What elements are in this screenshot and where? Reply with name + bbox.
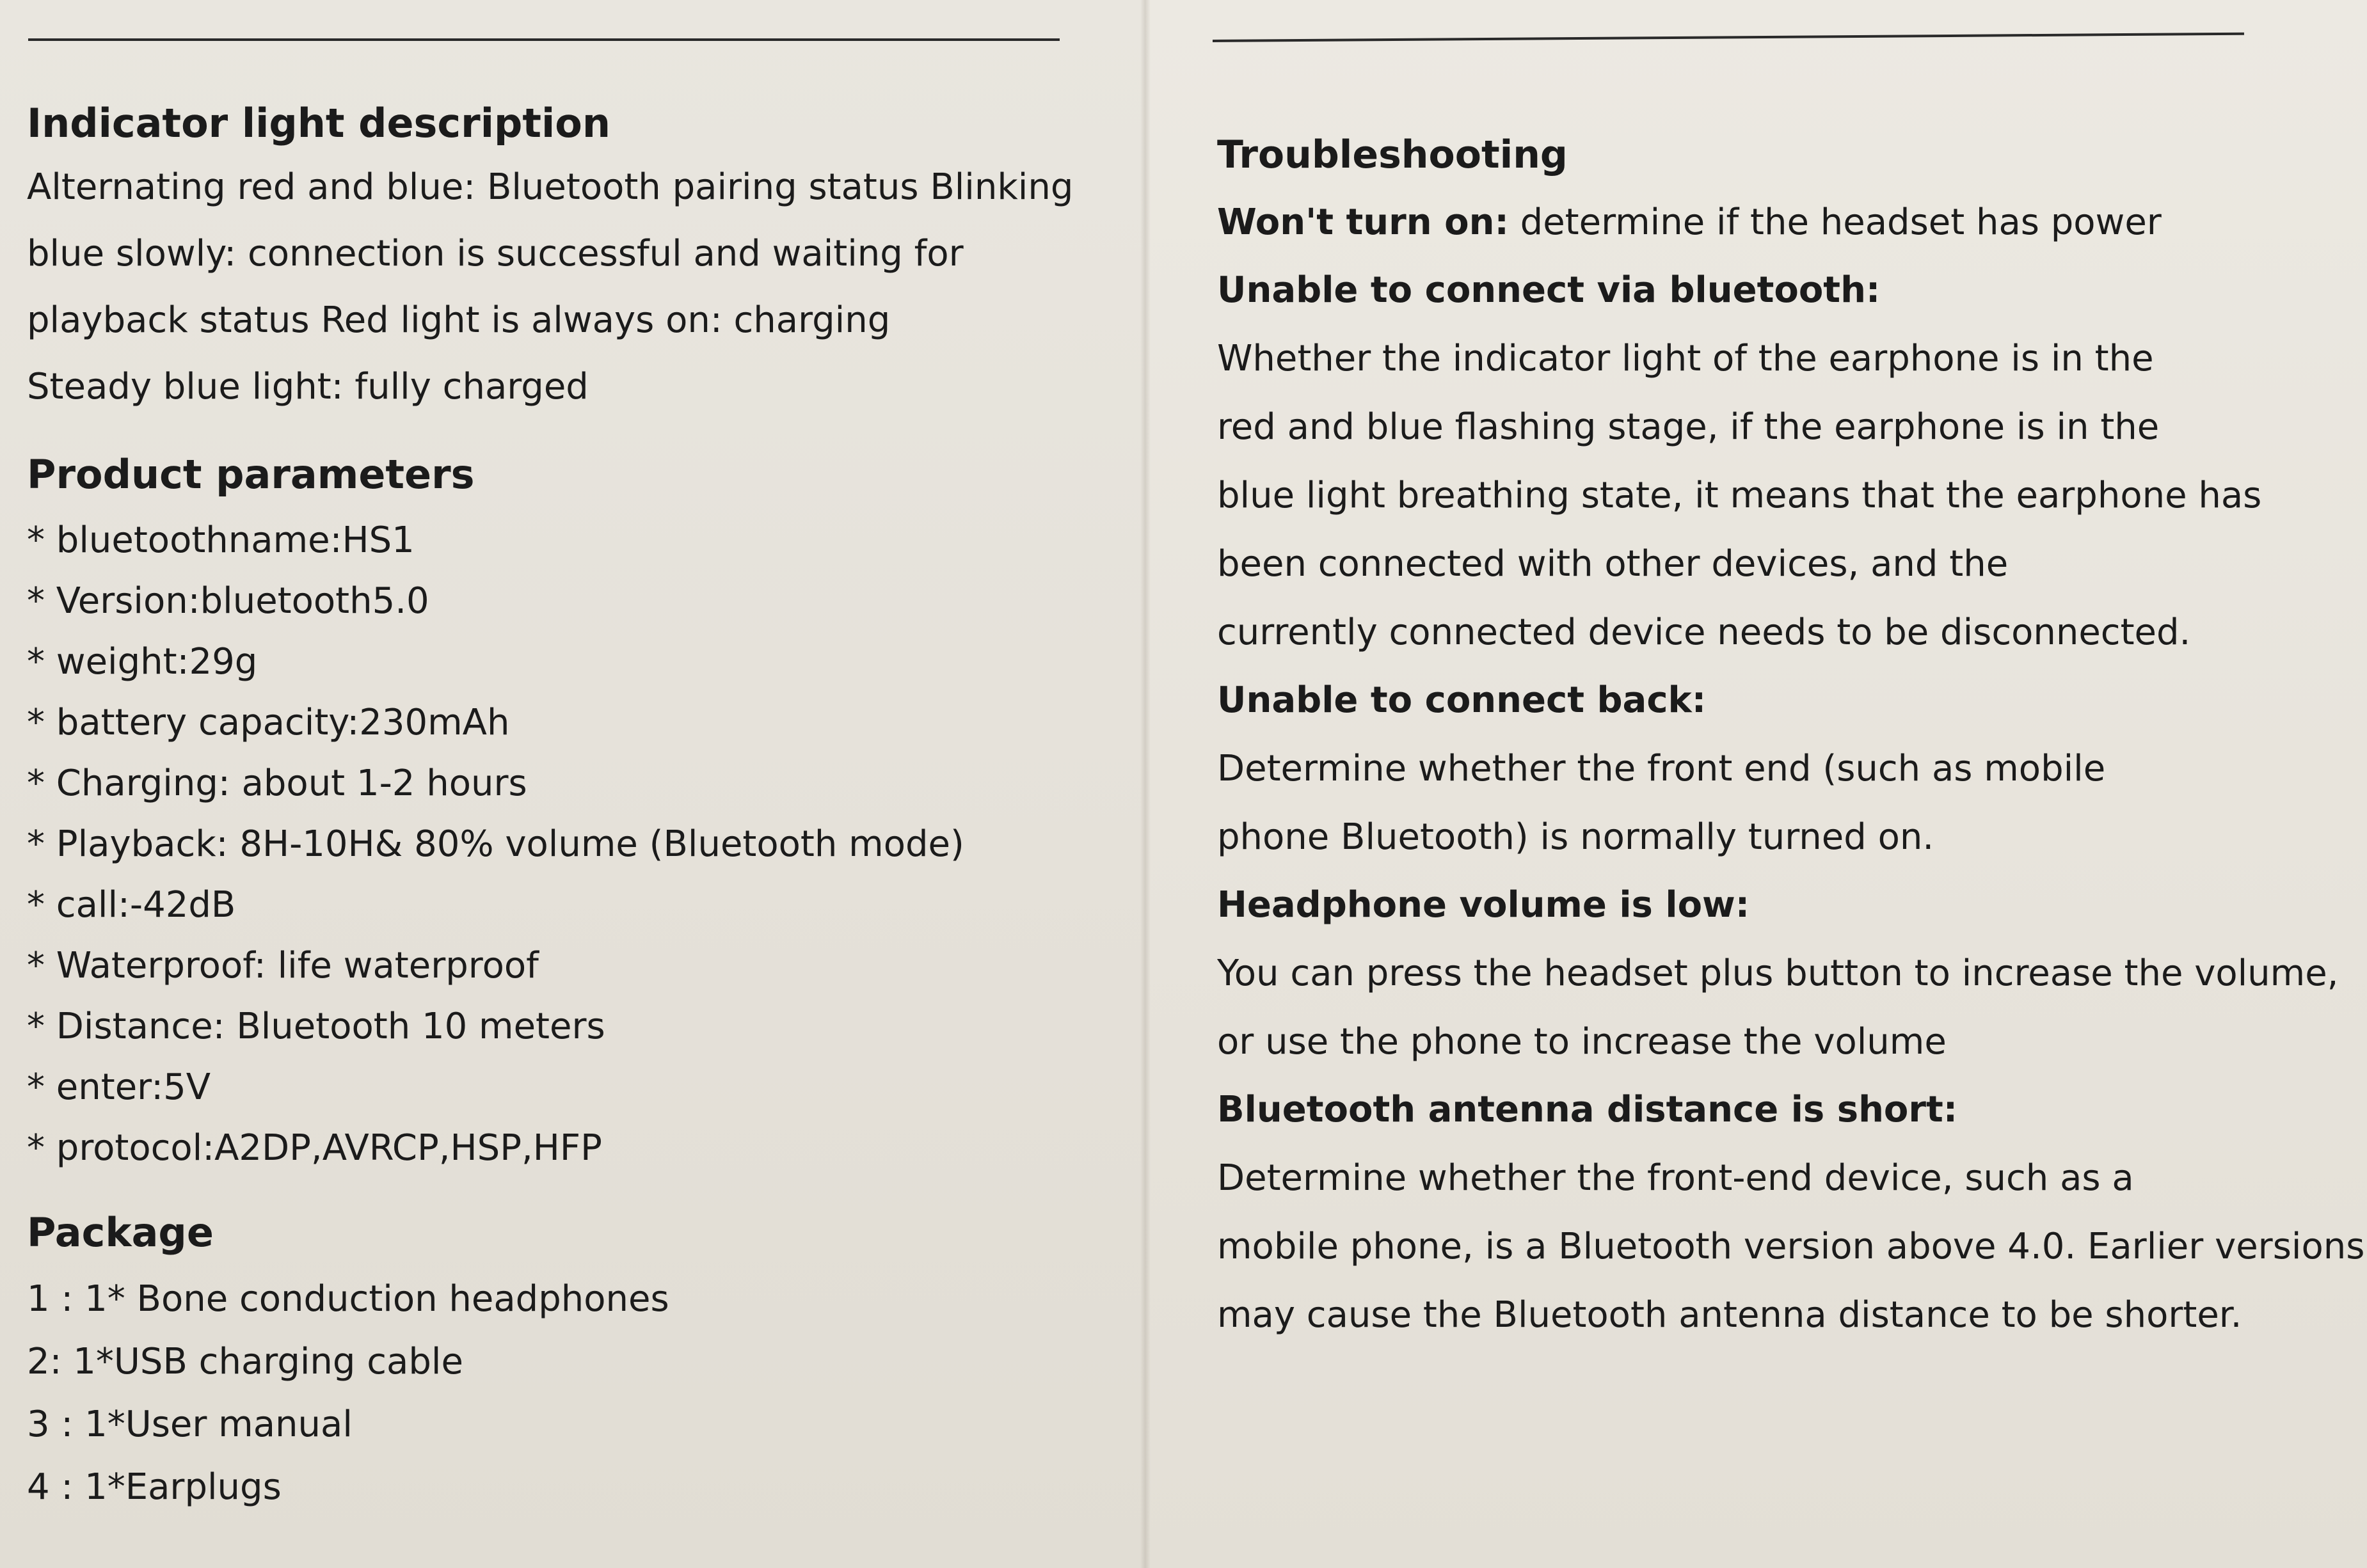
parameter-item: * Version:bluetooth5.0 <box>27 580 429 622</box>
right-column <box>1217 122 2365 1349</box>
indicator-line: Alternating red and blue: Bluetooth pairing status Blinking <box>27 166 1074 208</box>
unable-connect-line: red and blue flashing stage, if the earphone is in the <box>1217 406 2160 448</box>
antenna-heading: Bluetooth antenna distance is short: <box>1217 1089 1958 1130</box>
parameter-item: * protocol:A2DP,AVRCP,HSP,HFP <box>27 1127 602 1169</box>
package-item: 2: 1*USB charging cable <box>27 1341 463 1382</box>
wont-turn-on-label: Won't turn on: <box>1217 202 1509 243</box>
unable-connect-heading: Unable to connect via bluetooth: <box>1217 269 1881 311</box>
unable-back-heading: Unable to connect back: <box>1217 679 1707 721</box>
top-rule-left <box>28 38 1060 41</box>
page-fold <box>1140 0 1151 1568</box>
unable-connect-line: been connected with other devices, and the <box>1217 543 2009 585</box>
package-item: 3 : 1*User manual <box>27 1404 353 1445</box>
antenna-line: mobile phone, is a Bluetooth version above 4.0. Earlier versions <box>1217 1226 2365 1267</box>
unable-connect-line: Whether the indicator light of the earphone is in the <box>1217 338 2154 379</box>
left-column <box>27 93 1115 1519</box>
troubleshooting-heading: Troubleshooting <box>1217 132 1568 177</box>
parameter-item: * Charging: about 1-2 hours <box>27 763 527 804</box>
antenna-line: Determine whether the front-end device, such as a <box>1217 1157 2134 1199</box>
parameter-item: * battery capacity:230mAh <box>27 702 510 743</box>
package-item: 1 : 1* Bone conduction headphones <box>27 1278 669 1320</box>
indicator-line: Steady blue light: fully charged <box>27 366 589 408</box>
volume-low-line: You can press the headset plus button to increase the volume, <box>1217 953 2339 994</box>
wont-turn-on-line <box>1217 188 2343 257</box>
antenna-line: may cause the Bluetooth antenna distance to be shorter. <box>1217 1294 2242 1336</box>
wont-turn-on-text: determine if the headset has power <box>1508 202 2162 243</box>
indicator-line: playback status Red light is always on: charging <box>27 299 891 341</box>
parameter-item: * Waterproof: life waterproof <box>27 945 539 986</box>
volume-low-heading: Headphone volume is low: <box>1217 884 1750 926</box>
unable-connect-line: blue light breathing state, it means that the earphone has <box>1217 475 2262 516</box>
parameter-item: * Distance: Bluetooth 10 meters <box>27 1006 605 1047</box>
parameter-item: * Playback: 8H-10H& 80% volume (Bluetooth mode) <box>27 823 964 865</box>
package-item: 4 : 1*Earplugs <box>27 1466 282 1508</box>
indicator-line: blue slowly: connection is successful and waiting for <box>27 233 964 274</box>
indicator-heading: Indicator light description <box>27 100 610 147</box>
parameter-item: * call:-42dB <box>27 884 236 926</box>
parameter-item: * weight:29g <box>27 641 258 683</box>
unable-back-line: Determine whether the front end (such as mobile <box>1217 748 2106 789</box>
unable-connect-line: currently connected device needs to be disconnected. <box>1217 612 2191 653</box>
parameter-item: * enter:5V <box>27 1066 211 1108</box>
volume-low-line: or use the phone to increase the volume <box>1217 1021 1947 1063</box>
package-heading: Package <box>27 1209 214 1256</box>
parameters-heading: Product parameters <box>27 451 475 498</box>
parameter-item: * bluetoothname:HS1 <box>27 519 415 561</box>
unable-back-line: phone Bluetooth) is normally turned on. <box>1217 816 1934 858</box>
